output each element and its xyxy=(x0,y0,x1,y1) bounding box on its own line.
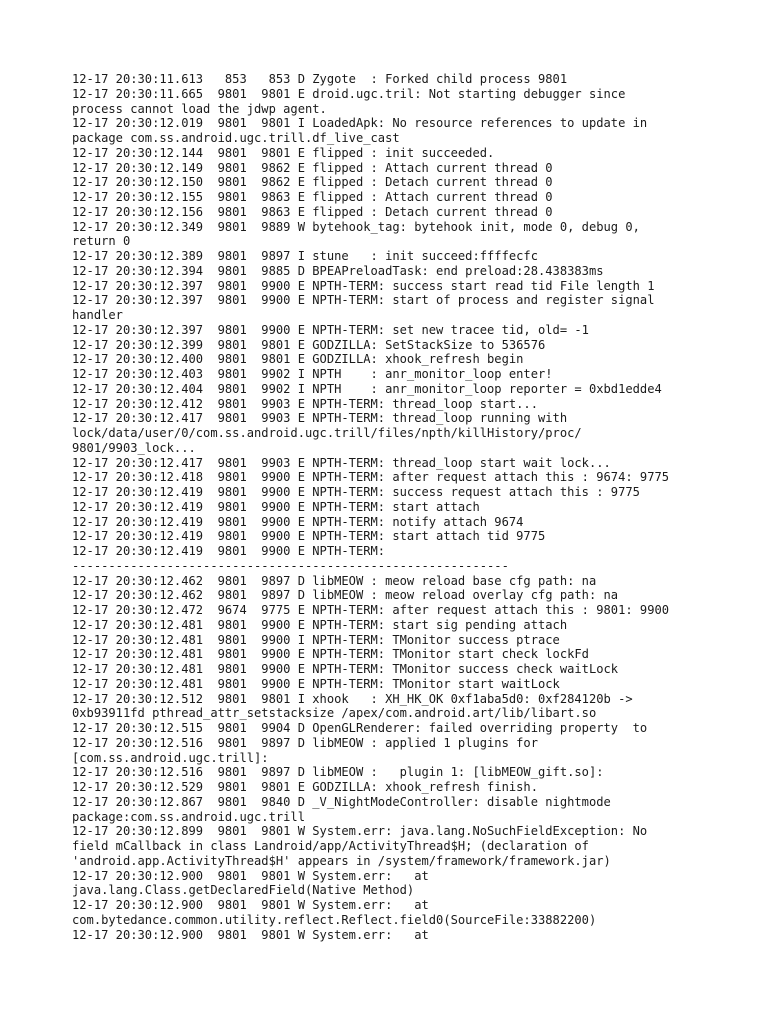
log-line: process cannot load the jdwp agent. xyxy=(72,101,327,116)
log-line: 'android.app.ActivityThread$H' appears in /system/framework/framework.jar) xyxy=(72,853,611,868)
log-line: 12-17 20:30:11.665 9801 9801 E droid.ugc.tril: Not starting debugger since xyxy=(72,86,626,101)
log-line: 12-17 20:30:12.512 9801 9801 I xhook : XH_HK_OK 0xf1aba5d0: 0xf284120b -> xyxy=(72,691,633,706)
log-line: 12-17 20:30:12.419 9801 9900 E NPTH-TERM: start attach xyxy=(72,499,480,514)
log-line: 12-17 20:30:12.418 9801 9900 E NPTH-TERM: after request attach this : 9674: 9775 xyxy=(72,470,670,485)
log-line: 12-17 20:30:12.389 9801 9897 I stune : init succeed:ffffecfc xyxy=(72,249,538,263)
log-line: 12-17 20:30:12.150 9801 9862 E flipped : Detach current thread 0 xyxy=(72,175,553,190)
log-line: 12-17 20:30:12.462 9801 9897 D libMEOW : meow reload base cfg path: na xyxy=(72,573,597,588)
log-line: 12-17 20:30:12.516 9801 9897 D libMEOW : applied 1 plugins for xyxy=(72,735,538,750)
log-line: 12-17 20:30:12.462 9801 9897 D libMEOW : meow reload overlay cfg path: na xyxy=(72,588,619,603)
log-line: 12-17 20:30:12.900 9801 9801 W System.err: at xyxy=(72,898,429,912)
log-line: 0xb93911fd pthread_attr_setstacksize /apex/com.android.art/lib/libart.so xyxy=(72,706,597,721)
log-line: 12-17 20:30:12.419 9801 9900 E NPTH-TERM: start attach tid 9775 xyxy=(72,529,546,544)
log-line: 12-17 20:30:12.481 9801 9900 E NPTH-TERM: TMonitor start check lockFd xyxy=(72,647,589,662)
log-text-block xyxy=(72,72,712,942)
log-line: 12-17 20:30:12.417 9801 9903 E NPTH-TERM: thread_loop running with xyxy=(72,411,568,426)
log-line: 12-17 20:30:12.403 9801 9902 I NPTH : anr_monitor_loop enter! xyxy=(72,367,553,381)
log-line: 12-17 20:30:12.156 9801 9863 E flipped : Detach current thread 0 xyxy=(72,204,553,219)
log-line: com.bytedance.common.utility.reflect.Reflect.field0(SourceFile:33882200) xyxy=(72,912,597,927)
log-line: 12-17 20:30:12.397 9801 9900 E NPTH-TERM: success start read tid File length 1 xyxy=(72,278,655,293)
log-line: 12-17 20:30:12.481 9801 9900 E NPTH-TERM: start sig pending attach xyxy=(72,617,568,632)
log-line: 12-17 20:30:12.155 9801 9863 E flipped : Attach current thread 0 xyxy=(72,190,553,204)
log-line: 12-17 20:30:12.419 9801 9900 E NPTH-TERM: notify attach 9674 xyxy=(72,514,524,529)
log-line: 12-17 20:30:12.867 9801 9840 D _V_NightModeController: disable nightmode xyxy=(72,794,611,809)
log-line: 12-17 20:30:12.397 9801 9900 E NPTH-TERM: start of process and register signal xyxy=(72,293,655,308)
log-line: 9801/9903_lock... xyxy=(72,440,196,455)
log-line: [com.ss.android.ugc.trill]: xyxy=(72,750,269,765)
log-line: 12-17 20:30:12.516 9801 9897 D libMEOW : plugin 1: [libMEOW_gift.so]: xyxy=(72,765,604,780)
log-line: java.lang.Class.getDeclaredField(Native Method) xyxy=(72,883,415,898)
log-line: 12-17 20:30:12.515 9801 9904 D OpenGLRenderer: failed overriding property to xyxy=(72,721,648,735)
log-line: 12-17 20:30:12.019 9801 9801 I LoadedApk: No resource references to update in xyxy=(72,116,648,131)
log-line: 12-17 20:30:12.349 9801 9889 W bytehook_tag: bytehook init, mode 0, debug 0, xyxy=(72,219,640,234)
log-line: lock/data/user/0/com.ss.android.ugc.trill/files/npth/killHistory/proc/ xyxy=(72,426,582,440)
log-line: 12-17 20:30:12.144 9801 9801 E flipped : init succeeded. xyxy=(72,145,495,160)
log-line: 12-17 20:30:12.394 9801 9885 D BPEAPreloadTask: end preload:28.438383ms xyxy=(72,263,604,278)
log-line: handler xyxy=(72,308,123,322)
log-line: 12-17 20:30:12.900 9801 9801 W System.err: at xyxy=(72,868,429,883)
log-line: package:com.ss.android.ugc.trill xyxy=(72,809,305,824)
log-line: ------------------------------------------------------------ xyxy=(72,558,509,573)
log-line: package com.ss.android.ugc.trill.df_live_cast xyxy=(72,131,400,145)
log-line: 12-17 20:30:12.481 9801 9900 I NPTH-TERM: TMonitor success ptrace xyxy=(72,632,560,647)
log-line: 12-17 20:30:12.481 9801 9900 E NPTH-TERM: TMonitor start waitLock xyxy=(72,676,560,691)
log-line: return 0 xyxy=(72,234,131,249)
log-line: 12-17 20:30:12.481 9801 9900 E NPTH-TERM: TMonitor success check waitLock xyxy=(72,662,619,676)
log-line: 12-17 20:30:12.397 9801 9900 E NPTH-TERM: set new tracee tid, old= -1 xyxy=(72,322,589,337)
log-line: 12-17 20:30:12.529 9801 9801 E GODZILLA: xhook_refresh finish. xyxy=(72,780,538,794)
log-line: 12-17 20:30:12.419 9801 9900 E NPTH-TERM: success request attach this : 9775 xyxy=(72,485,640,499)
log-line: 12-17 20:30:12.417 9801 9903 E NPTH-TERM: thread_loop start wait lock... xyxy=(72,455,611,470)
log-line: 12-17 20:30:12.404 9801 9902 I NPTH : anr_monitor_loop reporter = 0xbd1edde4 xyxy=(72,381,662,396)
log-line: 12-17 20:30:12.899 9801 9801 W System.err: java.lang.NoSuchFieldException: No xyxy=(72,824,648,839)
log-line: 12-17 20:30:12.900 9801 9801 W System.err: at xyxy=(72,927,429,942)
log-line: 12-17 20:30:12.400 9801 9801 E GODZILLA: xhook_refresh begin xyxy=(72,352,524,367)
log-line: 12-17 20:30:12.149 9801 9862 E flipped : Attach current thread 0 xyxy=(72,160,553,175)
log-line: 12-17 20:30:12.419 9801 9900 E NPTH-TERM: xyxy=(72,544,386,558)
log-line: field mCallback in class Landroid/app/ActivityThread$H; (declaration of xyxy=(72,839,589,853)
log-line: 12-17 20:30:11.613 853 853 D Zygote : Forked child process 9801 xyxy=(72,72,568,86)
log-line: 12-17 20:30:12.472 9674 9775 E NPTH-TERM: after request attach this : 9801: 9900 xyxy=(72,603,670,617)
log-line: 12-17 20:30:12.399 9801 9801 E GODZILLA: SetStackSize to 536576 xyxy=(72,337,546,352)
log-line: 12-17 20:30:12.412 9801 9903 E NPTH-TERM: thread_loop start... xyxy=(72,396,538,411)
